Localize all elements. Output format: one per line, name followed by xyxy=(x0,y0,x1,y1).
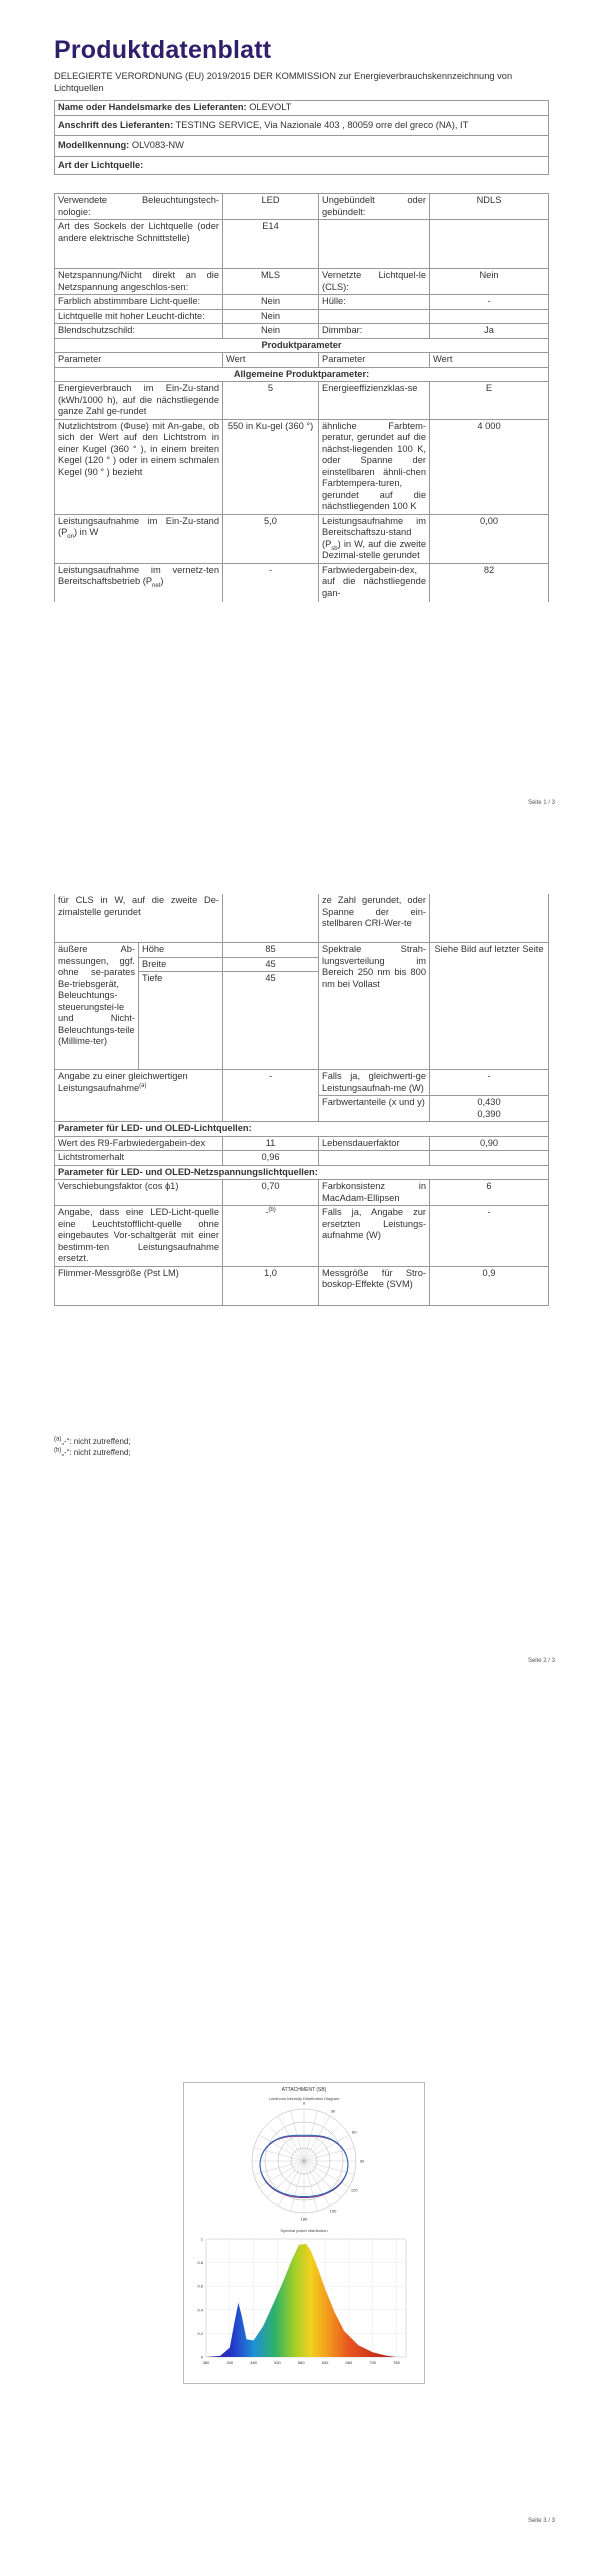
cell-value: 5 xyxy=(223,382,319,420)
equiv-label: Angabe zu einer gleichwertigen Leistungsaufnahme$^{(a)}$ xyxy=(55,1070,223,1122)
footnote-a: $^{(a)}$„-“: nicht zutreffend; xyxy=(54,1436,131,1446)
cell-label: Nutzlichtstrom (Φuse) mit An-gabe, ob sich der Wert auf den Lichtstrom in einer Kugel (360 ° ), in einem breiten Kegel (120 ° ) oder in einem schmalen Kegel (90 ° ) bezieht xyxy=(55,419,223,514)
spectrum-title: Spectral power distribution xyxy=(280,2228,328,2233)
x-tick-label: 580 xyxy=(297,2360,305,2365)
dim-value: 45 xyxy=(223,972,319,1070)
polar-tick-label: 150 xyxy=(329,2208,337,2214)
chroma-value: 0,430 0,390 xyxy=(430,1096,549,1122)
consistency-label: Farbkonsistenz in MacAdam-Ellipsen xyxy=(319,1180,430,1206)
page-3 xyxy=(0,1760,603,2560)
polar-grid-spoke xyxy=(254,2148,304,2161)
cell-value: Ja xyxy=(430,324,549,339)
flicker-value: 1,0 xyxy=(223,1266,319,1305)
polar-chart xyxy=(184,2101,424,2221)
table-row xyxy=(55,1136,549,1151)
table-row xyxy=(55,943,549,958)
y-tick-label: 1 xyxy=(200,2236,203,2242)
cell-label: Art des Sockels der Lichtquelle (oder andere elektrische Schnittstelle) xyxy=(55,220,223,269)
x-tick-label: 680 xyxy=(345,2360,353,2365)
cell-value: 550 in Ku-gel (360 °) xyxy=(223,419,319,514)
cell-label xyxy=(319,220,430,269)
replace-value: -$^{(b)}$ xyxy=(223,1206,319,1267)
survival-label: Lebensdauerfaktor xyxy=(319,1136,430,1151)
light-source-type-label: Art der Lichtquelle: xyxy=(55,156,549,175)
polar-tick-label: 60 xyxy=(352,2129,357,2135)
cell-value: E14 xyxy=(223,220,319,269)
dim-name: Breite xyxy=(139,957,223,972)
table-row xyxy=(55,1266,549,1305)
cell-value: MLS xyxy=(223,269,319,295)
r9-label: Wert des R9-Farbwiedergabein-dex xyxy=(55,1136,223,1151)
x-tick-label: 630 xyxy=(321,2360,329,2365)
lumen-maint-label: Lichtstromerhalt xyxy=(55,1151,223,1166)
table-row xyxy=(55,1180,549,1206)
flicker-label: Flimmer-Messgröße (Pst LM) xyxy=(55,1266,223,1305)
page-2 xyxy=(0,880,603,1680)
page-number: Seite 1 / 3 xyxy=(527,800,555,806)
polar-grid-spoke xyxy=(278,2161,304,2206)
cell-value: NDLS xyxy=(430,194,549,220)
col-header: Wert xyxy=(430,353,549,368)
standby-label: Leistungsaufnahme im Bereitschaftszu-stand $(P_{sb})$ in W, auf die zweite Dezimal-stelle gerundet xyxy=(319,514,430,563)
polar-tick-label: 180 xyxy=(300,2216,308,2221)
regulation-text: DELEGIERTE VERORDNUNG (EU) 2019/2015 DER KOMMISSION zur Energieverbrauchskennzeichnung von Lichtquellen xyxy=(54,71,513,93)
table-row xyxy=(55,220,549,269)
polar-tick-label: 90 xyxy=(359,2158,365,2164)
cell-label: Ungebündelt oder gebündelt: xyxy=(319,194,430,220)
cell-label: Vernetzte Lichtquel-le (CLS): xyxy=(319,269,430,295)
table-row xyxy=(55,1206,549,1267)
supplier-address-label: Anschrift des Lieferanten: xyxy=(58,119,174,130)
polar-tick-label: 0 xyxy=(302,2101,306,2106)
cell-label: Farblich abstimmbare Licht-quelle: xyxy=(55,295,223,310)
cell-label: Blendschutzschild: xyxy=(55,324,223,339)
cell-label: Energieeffizienzklas-se xyxy=(319,382,430,420)
y-tick-label: 0.4 xyxy=(197,2307,203,2313)
table-row xyxy=(55,1070,549,1096)
cell-value xyxy=(430,309,549,324)
attachment-figure xyxy=(183,2082,425,2384)
cell-value: 4 000 xyxy=(430,419,549,514)
general-params-title: Allgemeine Produktparameter: xyxy=(55,367,549,382)
continued-table xyxy=(54,894,549,1306)
cell-value: Nein xyxy=(430,269,549,295)
dpf-value: 0,70 xyxy=(223,1180,319,1206)
attachment-title: ATTACHMENT (SB) xyxy=(281,2087,327,2093)
net-standby-label: Leistungsaufnahme im vernetz-ten Bereitschaftsbetrieb $(P_{net})$ xyxy=(55,563,223,602)
cri-value: 82 xyxy=(430,563,549,602)
y-tick-label: 0 xyxy=(200,2354,203,2360)
replace-label: Angabe, dass eine LED-Licht-quelle eine Leuchtstofflicht-quelle ohne eingebautes Vor-schaltgerät mit einer bestimm-ten Leistungsaufnahme ersetzt. xyxy=(55,1206,223,1267)
supplier-name: OLEVOLT xyxy=(249,102,292,112)
supplier-table xyxy=(54,100,549,175)
dims-label: äußere Ab-messungen, ggf. ohne se-parates Be-triebsgerät, Beleuchtungs-steuerungstei-le und Nicht-Beleuchtungs-teile (Millime-ter) xyxy=(55,943,139,1070)
spectral-label: Spektrale Strah-lungsverteilung im Bereich 250 nm bis 800 nm bei Vollast xyxy=(319,943,430,1070)
cell-label: Netzspannung/Nicht direkt an die Netzspannung angeschlos-sen: xyxy=(55,269,223,295)
col-header: Parameter xyxy=(55,353,223,368)
footnotes xyxy=(54,1436,131,1458)
dim-value: 85 xyxy=(223,943,319,958)
polar-title: Luminous Intensity Distribution Diagram xyxy=(268,2096,340,2101)
svm-value: 0,9 xyxy=(430,1266,549,1305)
col-header: Wert xyxy=(223,353,319,368)
cell-label: Dimmbar: xyxy=(319,324,430,339)
page-title: Produktdatenblatt xyxy=(54,36,272,64)
cell-label xyxy=(319,309,430,324)
standby-value: 0,00 xyxy=(430,514,549,563)
spectral-value: Siehe Bild auf letzter Seite xyxy=(430,943,549,1070)
product-params-title: Produktparameter xyxy=(55,338,549,353)
dpf-label: Verschiebungsfaktor (cos ϕ1) xyxy=(55,1180,223,1206)
dim-name: Höhe xyxy=(139,943,223,958)
mains-params-title: Parameter für LED- und OLED-Netzspannungslichtquellen: xyxy=(55,1165,549,1180)
table-row xyxy=(55,419,549,514)
led-params-title: Parameter für LED- und OLED-Lichtquellen: xyxy=(55,1122,549,1137)
cell-value: Nein xyxy=(223,309,319,324)
footnote-b: $^{(b)}$„-“: nicht zutreffend; xyxy=(54,1447,131,1457)
cell-value: Nein xyxy=(223,295,319,310)
polar-tick-label: 30 xyxy=(330,2108,336,2114)
lumen-maint-value: 0,96 xyxy=(223,1151,319,1166)
cell-label: Hülle: xyxy=(319,295,430,310)
polar-grid-spoke xyxy=(304,2161,341,2198)
supplier-name-label: Name oder Handelsmarke des Lieferanten: xyxy=(58,102,247,112)
replace-power-label: Falls ja, Angabe zur ersetzten Leistungs-aufnahme (W) xyxy=(319,1206,430,1267)
supplier-address: TESTING SERVICE, Via Nazionale 403 , 80059 orre del greco (NA), IT xyxy=(175,119,469,130)
x-tick-label: 530 xyxy=(274,2360,281,2365)
r9-value: 11 xyxy=(223,1136,319,1151)
cri-label: Farbwiedergabein-dex, auf die nächstliegende gan- xyxy=(319,563,430,602)
cell-value: E xyxy=(430,382,549,420)
page-1 xyxy=(0,0,603,810)
page-number: Seite 2 / 3 xyxy=(527,1658,555,1664)
model-id: OLV083-NW xyxy=(131,140,184,150)
net-standby-value: - xyxy=(223,563,319,602)
dim-name: Tiefe xyxy=(139,972,223,1070)
equiv-power-label: Falls ja, gleichwerti-ge Leistungsaufnah-me (W) xyxy=(319,1070,430,1096)
cell-label: Energieverbrauch im Ein-Zu-stand (kWh/1000 h), auf die nächstliegende ganze Zahl ge-rundet xyxy=(55,382,223,420)
polar-grid-spoke xyxy=(267,2161,304,2198)
x-tick-label: 430 xyxy=(226,2360,234,2365)
polar-grid-spoke xyxy=(291,2161,304,2211)
cell-label: ähnliche Farbtem-peratur, gerundet auf die nächst-liegenden 100 K, oder Spanne der einstellbaren ähnli-chen Farbtempera-turen, gerundet auf die nächstliegenden 100 K xyxy=(319,419,430,514)
table-row xyxy=(55,324,549,339)
table-row xyxy=(55,194,549,220)
cell-label: Lichtquelle mit hoher Leucht-dichte: xyxy=(55,309,223,324)
cell-value: Nein xyxy=(223,324,319,339)
table-row xyxy=(55,269,549,295)
cell-label: ze Zahl gerundet, oder Spanne der ein-stellbaren CRI-Wer-te xyxy=(319,894,430,943)
table-row xyxy=(55,514,549,563)
model-label: Modellkennung: xyxy=(58,140,130,150)
type-table xyxy=(54,193,549,602)
cell-value xyxy=(430,220,549,269)
svm-label: Messgröße für Stro-boskop-Effekte (SVM) xyxy=(319,1266,430,1305)
polar-grid-spoke xyxy=(304,2161,330,2206)
x-tick-label: 380 xyxy=(202,2360,210,2365)
polar-grid-spoke xyxy=(259,2161,304,2187)
equiv-power-value: - xyxy=(430,1070,549,1096)
y-tick-label: 0.2 xyxy=(197,2330,203,2336)
chroma-label: Farbwertanteile (x und y) xyxy=(319,1096,430,1122)
x-tick-label: 730 xyxy=(369,2360,377,2365)
polar-grid-spoke xyxy=(304,2148,354,2161)
x-tick-label: 480 xyxy=(250,2360,257,2365)
table-row xyxy=(55,295,549,310)
cell-label: für CLS in W, auf die zweite De-zimalstelle gerundet xyxy=(55,894,223,943)
table-row xyxy=(55,309,549,324)
polar-grid-spoke xyxy=(304,2161,349,2187)
cell-value: - xyxy=(430,295,549,310)
survival-value: 0,90 xyxy=(430,1136,549,1151)
power-on-value: 5,0 xyxy=(223,514,319,563)
y-tick-label: 0.6 xyxy=(197,2283,203,2289)
polar-tick-label: 120 xyxy=(350,2187,358,2193)
power-on-label: Leistungsaufnahme im Ein-Zu-stand $(P_{on})$ in W xyxy=(55,514,223,563)
polar-grid-spoke xyxy=(304,2161,317,2211)
dim-value: 45 xyxy=(223,957,319,972)
y-tick-label: 0.8 xyxy=(197,2260,203,2266)
equiv-value: - xyxy=(223,1070,319,1122)
consistency-value: 6 xyxy=(430,1180,549,1206)
table-row xyxy=(55,382,549,420)
spectrum-chart xyxy=(184,2233,424,2383)
replace-power-value: - xyxy=(430,1206,549,1267)
header-row xyxy=(55,353,549,368)
table-row xyxy=(55,894,549,943)
col-header: Parameter xyxy=(319,353,430,368)
table-row xyxy=(55,1151,549,1166)
page-number: Seite 3 / 3 xyxy=(527,2518,555,2524)
cell-value: LED xyxy=(223,194,319,220)
table-row xyxy=(55,563,549,602)
x-tick-label: 780 xyxy=(393,2360,400,2365)
cell-label: Verwendete Beleuchtungstech-nologie: xyxy=(55,194,223,220)
